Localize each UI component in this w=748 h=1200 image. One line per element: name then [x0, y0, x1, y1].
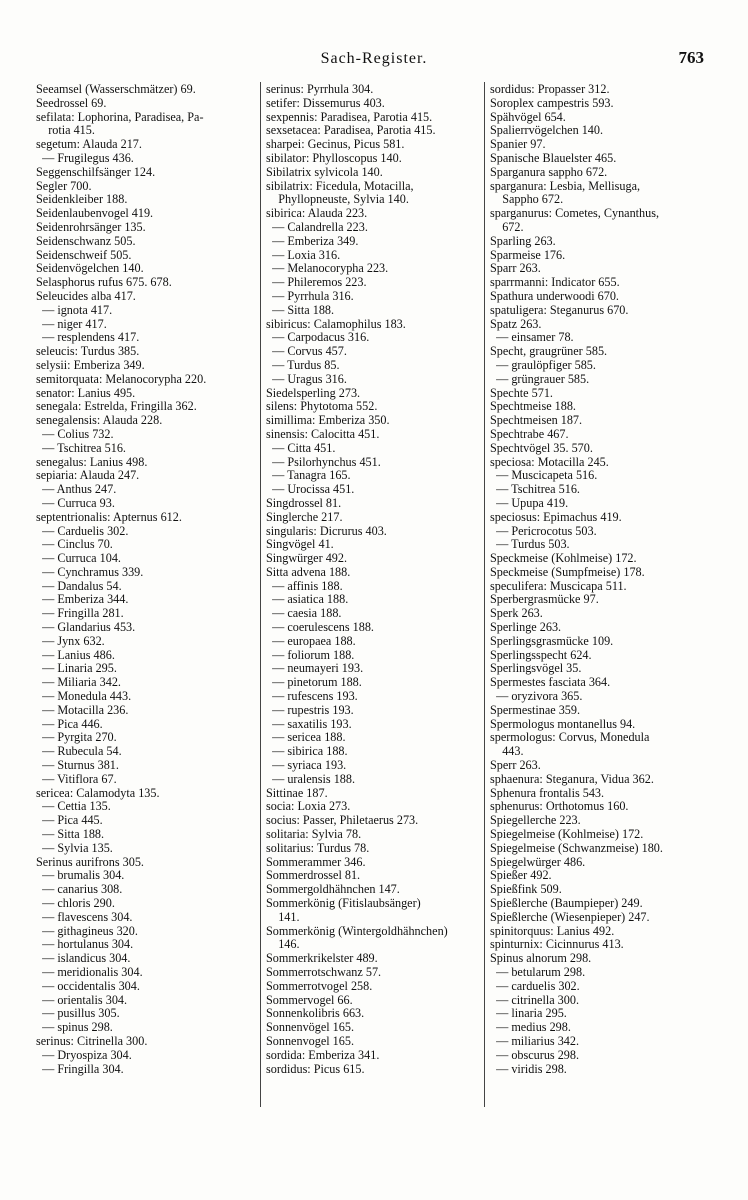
index-entry: Sommerdrossel 81.	[266, 869, 361, 883]
index-entry: — rufescens 193.	[266, 690, 358, 704]
index-entry: — foliorum 188.	[266, 648, 355, 662]
index-entry: — Carpodacus 316.	[266, 331, 370, 345]
index-entry: sibilatrix: Ficedula, Motacilla,	[266, 179, 414, 193]
index-entry: Seidenschweif 505.	[36, 248, 132, 262]
index-entry: Seleucides alba 417.	[36, 289, 136, 303]
index-entry: Spathura underwoodi 670.	[490, 289, 619, 303]
index-entry: — saxatilis 193.	[266, 717, 352, 731]
index-entry: — Pericrocotus 503.	[490, 524, 597, 538]
index-entry: Spießfink 509.	[490, 883, 562, 897]
index-entry: serinus: Citrinella 300.	[36, 1034, 148, 1048]
index-entry: — Tanagra 165.	[266, 469, 351, 483]
index-entry: Sperlingsvögel 35.	[490, 662, 582, 676]
index-entry: spatuligera: Steganurus 670.	[490, 303, 629, 317]
index-entry: Sommerrotschwanz 57.	[266, 966, 382, 979]
index-entry: solitarius: Turdus 78.	[266, 841, 370, 855]
index-entry: — Urocissa 451.	[266, 483, 355, 497]
index-entry: Seggenschilfsänger 124.	[36, 165, 156, 179]
index-entry: Sommergoldhähnchen 147.	[266, 883, 400, 897]
index-entry: — Pyrgita 270.	[36, 731, 117, 745]
index-entry: — Muscicapeta 516.	[490, 469, 598, 483]
index-entry: speciosus: Epimachus 419.	[490, 510, 622, 524]
index-entry: — chloris 290.	[36, 897, 115, 911]
index-entry: Sparling 263.	[490, 234, 556, 248]
index-entry: Spermestinae 359.	[490, 703, 581, 717]
index-entry: Sperlinge 263.	[490, 621, 562, 635]
index-entry: — meridionalis 304.	[36, 966, 143, 979]
index-entry: — Fringilla 304.	[36, 1062, 124, 1076]
index-entry: Sperlingsspecht 624.	[490, 648, 592, 662]
index-entry: — Dandalus 54.	[36, 579, 122, 593]
index-entry: senator: Lanius 495.	[36, 386, 136, 400]
index-entry: rotia 415.	[36, 124, 95, 138]
index-entry: Seidenrohrsänger 135.	[36, 220, 146, 234]
index-entry: Seidenkleiber 188.	[36, 193, 128, 207]
index-entry: senegalensis: Alauda 228.	[36, 414, 163, 428]
index-entry: — pusillus 305.	[36, 1007, 120, 1021]
index-entry: Spiegelwürger 486.	[490, 855, 586, 869]
index-entry: speciosa: Motacilla 245.	[490, 455, 609, 469]
index-entry: — sericea 188.	[266, 731, 346, 745]
index-column-left	[36, 83, 258, 1076]
index-entry: — Emberiza 349.	[266, 234, 359, 248]
index-entry: — Emberiza 344.	[36, 593, 129, 607]
index-entry: — viridis 298.	[490, 1062, 567, 1076]
index-entry: — Motacilla 236.	[36, 703, 129, 717]
index-entry: sibilator: Phylloscopus 140.	[266, 151, 402, 165]
index-entry: — Psilorhynchus 451.	[266, 455, 381, 469]
index-entry: Soroplex campestris 593.	[490, 96, 614, 110]
index-entry: Spiegelmeise (Schwanzmeise) 180.	[490, 841, 663, 855]
index-entry: — Citta 451.	[266, 441, 336, 455]
index-entry: Sperlingsgrasmücke 109.	[490, 634, 614, 648]
index-entry: spermologus: Corvus, Monedula	[490, 731, 650, 745]
index-entry: sericea: Calamodyta 135.	[36, 786, 160, 800]
index-entry: Spechte 571.	[490, 386, 553, 400]
index-entry: socius: Passer, Philetaerus 273.	[266, 814, 419, 828]
index-entry: — asiatica 188.	[266, 593, 349, 607]
page-number: 763	[678, 48, 704, 67]
index-entry: Phyllopneuste, Sylvia 140.	[266, 193, 409, 207]
index-entry: — miliarius 342.	[490, 1034, 580, 1048]
index-entry: — Curruca 93.	[36, 496, 115, 510]
index-entry: Seidenvögelchen 140.	[36, 262, 144, 276]
index-entry: — Turdus 503.	[490, 538, 570, 552]
index-entry: — Frugilegus 436.	[36, 151, 134, 165]
index-entry: — pinetorum 188.	[266, 676, 362, 690]
index-entry: Spiegelmeise (Kohlmeise) 172.	[490, 828, 644, 842]
index-entry: — Curruca 104.	[36, 552, 121, 566]
index-entry: — Rubecula 54.	[36, 745, 122, 759]
index-entry: Spechtvögel 35. 570.	[490, 441, 593, 455]
index-entry: — Anthus 247.	[36, 483, 117, 497]
index-entry: Singlerche 217.	[266, 510, 343, 524]
index-entry: Spinus alnorum 298.	[490, 952, 592, 966]
index-entry: Sommerammer 346.	[266, 855, 366, 869]
index-entry: Spiegellerche 223.	[490, 814, 581, 828]
index-entry: Sappho 672.	[490, 193, 564, 207]
index-entry: sordidus: Picus 615.	[266, 1062, 365, 1076]
index-entry: — Cinclus 70.	[36, 538, 113, 552]
index-entry: sepiaria: Alauda 247.	[36, 469, 140, 483]
index-entry: sinensis: Calocitta 451.	[266, 427, 380, 441]
index-entry: senegala: Estrelda, Fringilla 362.	[36, 400, 197, 414]
index-entry: — Tschitrea 516.	[490, 483, 580, 497]
index-entry: — affinis 188.	[266, 579, 343, 593]
index-entry: Sphenura frontalis 543.	[490, 786, 605, 800]
index-entry: Sittinae 187.	[266, 786, 328, 800]
index-entry: Speckmeise (Kohlmeise) 172.	[490, 552, 637, 566]
index-entry: Sommerrotvogel 258.	[266, 979, 373, 993]
index-entry: sparganura: Lesbia, Mellisuga,	[490, 179, 641, 193]
index-entry: serinus: Pyrrhula 304.	[266, 83, 374, 96]
index-entry: — Vitiflora 67.	[36, 772, 117, 786]
index-entry: — Sturnus 381.	[36, 759, 119, 773]
index-entry: 146.	[266, 938, 300, 952]
index-entry: Sommerkrikelster 489.	[266, 952, 378, 966]
index-entry: sparganurus: Cometes, Cynanthus,	[490, 207, 660, 221]
index-entry: septentrionalis: Apternus 612.	[36, 510, 182, 524]
index-entry: — spinus 298.	[36, 1021, 113, 1035]
index-entry: — Sitta 188.	[266, 303, 335, 317]
index-entry: — Carduelis 302.	[36, 524, 129, 538]
index-entry: — Phileremos 223.	[266, 276, 367, 290]
index-entry: Spanier 97.	[490, 138, 546, 152]
index-entry: — citrinella 300.	[490, 993, 580, 1007]
index-entry: — carduelis 302.	[490, 979, 580, 993]
index-entry: Sperk 263.	[490, 607, 543, 621]
index-entry: — canarius 308.	[36, 883, 123, 897]
index-entry: — obscurus 298.	[490, 1048, 580, 1062]
index-entry: — resplendens 417.	[36, 331, 140, 345]
index-entry: — Glandarius 453.	[36, 621, 136, 635]
index-entry: Segler 700.	[36, 179, 92, 193]
index-entry: — Jynx 632.	[36, 634, 105, 648]
index-entry: — caesia 188.	[266, 607, 342, 621]
index-entry: — githagineus 320.	[36, 924, 138, 938]
index-entry: — Colius 732.	[36, 427, 114, 441]
index-entry: — rupestris 193.	[266, 703, 354, 717]
column-divider	[484, 82, 485, 1107]
index-entry: — Miliaria 342.	[36, 676, 121, 690]
index-column-middle	[266, 83, 480, 1076]
index-entry: — Lanius 486.	[36, 648, 115, 662]
index-entry: Sonnenvogel 165.	[266, 1034, 355, 1048]
index-entry: Selasphorus rufus 675. 678.	[36, 276, 172, 290]
index-entry: Seidenlaubenvogel 419.	[36, 207, 154, 221]
index-entry: Singdrossel 81.	[266, 496, 342, 510]
index-entry: Spießlerche (Wiesenpieper) 247.	[490, 910, 650, 924]
index-entry: speculifera: Muscicapa 511.	[490, 579, 627, 593]
index-entry: Sibilatrix sylvicola 140.	[266, 165, 383, 179]
index-entry: — neumayeri 193.	[266, 662, 364, 676]
index-entry: — Linaria 295.	[36, 662, 117, 676]
index-entry: — Sitta 188.	[36, 828, 105, 842]
index-entry: setifer: Dissemurus 403.	[266, 96, 385, 110]
column-divider	[260, 82, 261, 1107]
index-entry: — Melanocorypha 223.	[266, 262, 389, 276]
index-entry: sibirica: Alauda 223.	[266, 207, 368, 221]
index-entry: — Turdus 85.	[266, 358, 340, 372]
index-entry: Sitta advena 188.	[266, 565, 351, 579]
index-entry: — hortulanus 304.	[36, 938, 134, 952]
index-entry: Sommerkönig (Wintergoldhähnchen)	[266, 924, 448, 938]
index-entry: Siedelsperling 273.	[266, 386, 361, 400]
index-entry: Spatz 263.	[490, 317, 542, 331]
index-entry: — sibirica 188.	[266, 745, 348, 759]
index-entry: — graulöpfiger 585.	[490, 358, 596, 372]
index-entry: sefilata: Lophorina, Paradisea, Pa-	[36, 110, 204, 124]
index-entry: Sommerkönig (Fitislaubsänger)	[266, 897, 421, 911]
index-entry: — Fringilla 281.	[36, 607, 124, 621]
index-entry: — linaria 295.	[490, 1007, 567, 1021]
index-entry: Sommervogel 66.	[266, 993, 353, 1007]
index-entry: singularis: Dicrurus 403.	[266, 524, 387, 538]
index-entry: Spähvögel 654.	[490, 110, 566, 124]
index-entry: — Dryospiza 304.	[36, 1048, 132, 1062]
index-entry: sharpei: Gecinus, Picus 581.	[266, 138, 405, 152]
index-entry: Spechtmeise 188.	[490, 400, 576, 414]
index-entry: — Tschitrea 516.	[36, 441, 126, 455]
index-entry: sphenurus: Orthotomus 160.	[490, 800, 629, 814]
index-entry: simillima: Emberiza 350.	[266, 414, 390, 428]
index-entry: Sperbergrasmücke 97.	[490, 593, 599, 607]
index-entry: — betularum 298.	[490, 966, 586, 979]
index-entry: segetum: Alauda 217.	[36, 138, 142, 152]
index-entry: Serinus aurifrons 305.	[36, 855, 144, 869]
index-entry: — Calandrella 223.	[266, 220, 368, 234]
index-entry: Spermologus montanellus 94.	[490, 717, 636, 731]
index-entry: — Sylvia 135.	[36, 841, 113, 855]
index-entry: — Monedula 443.	[36, 690, 132, 704]
index-entry: Singwürger 492.	[266, 552, 348, 566]
index-entry: 443.	[490, 745, 524, 759]
index-entry: — flavescens 304.	[36, 910, 133, 924]
index-entry: — Pica 446.	[36, 717, 103, 731]
index-entry: — niger 417.	[36, 317, 107, 331]
index-entry: — coerulescens 188.	[266, 621, 374, 635]
index-entry: sordida: Emberiza 341.	[266, 1048, 380, 1062]
index-entry: — occidentalis 304.	[36, 979, 140, 993]
index-entry: Spechtrabe 467.	[490, 427, 569, 441]
index-entry: — orientalis 304.	[36, 993, 128, 1007]
index-entry: sexpennis: Paradisea, Parotia 415.	[266, 110, 433, 124]
index-entry: Spalierrvögelchen 140.	[490, 124, 604, 138]
index-entry: — Cettia 135.	[36, 800, 111, 814]
index-entry: — grüngrauer 585.	[490, 372, 590, 386]
index-entry: — uralensis 188.	[266, 772, 356, 786]
index-entry: Spermestes fasciata 364.	[490, 676, 611, 690]
index-entry: Sparganura sappho 672.	[490, 165, 608, 179]
index-entry: solitaria: Sylvia 78.	[266, 828, 362, 842]
index-entry: seleucis: Turdus 385.	[36, 345, 140, 359]
index-entry: 141.	[266, 910, 300, 924]
index-entry: — Upupa 419.	[490, 496, 569, 510]
index-entry: — medius 298.	[490, 1021, 571, 1035]
index-entry: — islandicus 304.	[36, 952, 131, 966]
index-entry: — syriaca 193.	[266, 759, 347, 773]
index-entry: — Corvus 457.	[266, 345, 347, 359]
index-entry: — Cynchramus 339.	[36, 565, 144, 579]
index-entry: — Loxia 316.	[266, 248, 341, 262]
index-entry: spinturnix: Cicinnurus 413.	[490, 938, 624, 952]
index-entry: Sonnenkolibris 663.	[266, 1007, 365, 1021]
page-title: Sach-Register.	[320, 50, 428, 67]
index-entry: selysii: Emberiza 349.	[36, 358, 145, 372]
index-column-right	[490, 83, 712, 1076]
page-header	[0, 48, 748, 72]
index-entry: senegalus: Lanius 498.	[36, 455, 148, 469]
index-entry: — brumalis 304.	[36, 869, 125, 883]
index-entry: — europaea 188.	[266, 634, 356, 648]
index-entry: semitorquata: Melanocorypha 220.	[36, 372, 207, 386]
index-entry: 672.	[490, 220, 524, 234]
index-entry: — Uragus 316.	[266, 372, 347, 386]
index-entry: — oryzivora 365.	[490, 690, 583, 704]
index-entry: Sperr 263.	[490, 759, 541, 773]
index-entry: Spanische Blauelster 465.	[490, 151, 617, 165]
index-entry: sexsetacea: Paradisea, Parotia 415.	[266, 124, 436, 138]
index-entry: Sparmeise 176.	[490, 248, 566, 262]
index-entry: Seidenschwanz 505.	[36, 234, 136, 248]
index-entry: Speckmeise (Sumpfmeise) 178.	[490, 565, 645, 579]
index-entry: — Pyrrhula 316.	[266, 289, 354, 303]
index-entry: Seeamsel (Wasserschmätzer) 69.	[36, 83, 196, 96]
index-entry: sibiricus: Calamophilus 183.	[266, 317, 406, 331]
index-entry: Sonnenvögel 165.	[266, 1021, 355, 1035]
index-entry: Specht, graugrüner 585.	[490, 345, 608, 359]
index-entry: socia: Loxia 273.	[266, 800, 351, 814]
index-entry: Spießlerche (Baumpieper) 249.	[490, 897, 643, 911]
index-entry: Seedrossel 69.	[36, 96, 107, 110]
index-entry: — Pica 445.	[36, 814, 103, 828]
index-entry: Spießer 492.	[490, 869, 552, 883]
index-entry: sordidus: Propasser 312.	[490, 83, 610, 96]
index-entry: — ignota 417.	[36, 303, 113, 317]
index-entry: Singvögel 41.	[266, 538, 334, 552]
index-entry: — einsamer 78.	[490, 331, 574, 345]
index-entry: silens: Phytotoma 552.	[266, 400, 378, 414]
index-entry: spinitorquus: Lanius 492.	[490, 924, 615, 938]
index-entry: sparrmanni: Indicator 655.	[490, 276, 620, 290]
index-entry: sphaenura: Steganura, Vidua 362.	[490, 772, 654, 786]
index-entry: Sparr 263.	[490, 262, 541, 276]
index-entry: Spechtmeisen 187.	[490, 414, 583, 428]
